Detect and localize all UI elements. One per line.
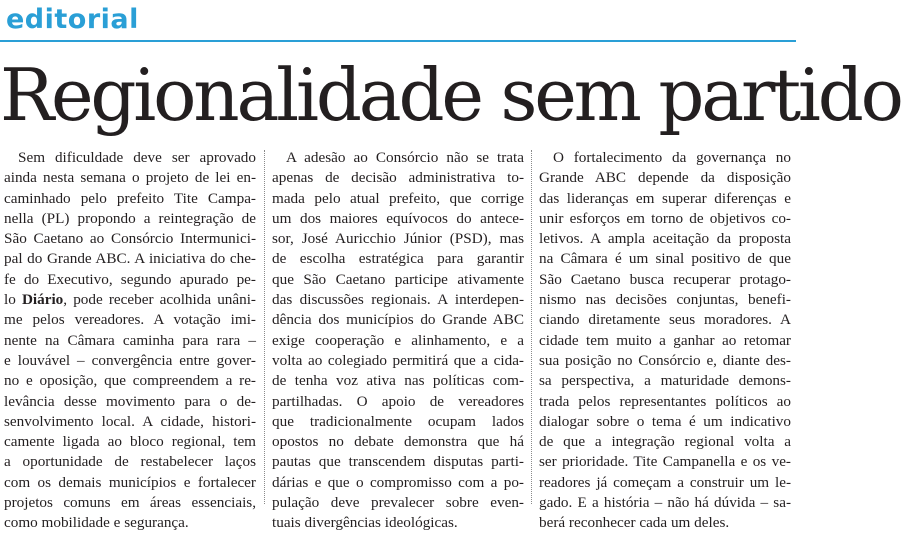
text-line: berá reconhecer cada um deles. bbox=[539, 514, 730, 532]
text-line: senvolvimento local. A cidade, histori- bbox=[4, 412, 256, 430]
text-line: Sem dificuldade deve ser aprovado bbox=[18, 149, 256, 166]
text-line: caminhado pelo prefeito Tite Campa- bbox=[4, 189, 256, 207]
text-line: pal do Grande ABC. A iniciativa do che- bbox=[4, 250, 256, 268]
text-line: partilhadas. O apoio de vereadores bbox=[272, 392, 524, 410]
text-line: pulação deve prevalecer sobre even- bbox=[272, 494, 524, 512]
text-line: readores já começam a construir um le- bbox=[539, 473, 791, 491]
text-line: camente ligada ao bloco regional, tem bbox=[4, 433, 256, 451]
column-3-paragraph bbox=[539, 148, 791, 534]
text-line: fe do Executivo, segundo apurado pe- bbox=[4, 270, 256, 288]
text-line: um dos maiores equívocos do antece- bbox=[272, 209, 524, 227]
text-line: de que a integração regional volta a bbox=[539, 433, 791, 451]
text-line: dência dos municípios do Grande ABC bbox=[272, 311, 524, 329]
text-line: e louvável – convergência entre gover- bbox=[4, 351, 256, 369]
text-line: nella (PL) propondo a reintegração de bbox=[4, 209, 256, 227]
text-line: na Câmara é um sinal positivo de que bbox=[539, 250, 791, 268]
text-line: apenas de decisão administrativa to- bbox=[272, 169, 524, 187]
text-line: ciando diretamente seus moradores. A bbox=[539, 311, 791, 329]
text-line: opostos no debate demonstra que há bbox=[272, 433, 524, 451]
column-divider bbox=[531, 150, 533, 504]
text-line: levância desse movimento para o de- bbox=[4, 392, 256, 410]
text-line: São Caetano ao Consórcio Intermunici- bbox=[4, 230, 256, 248]
article-column-2 bbox=[272, 148, 524, 534]
text-line: gado. E a história – não há dúvida – sa- bbox=[539, 494, 791, 512]
section-label: editorial bbox=[6, 4, 139, 35]
text-line: dárias e que o compromisso com a po- bbox=[272, 473, 524, 491]
text-line: ainda nesta semana o projeto de lei en- bbox=[4, 169, 256, 187]
column-1-paragraph bbox=[4, 148, 256, 534]
text-line: nismo nas decisões conjuntas, benefi- bbox=[539, 291, 791, 309]
newspaper-name: Diário bbox=[21, 291, 64, 309]
text-line: sor, José Auricchio Júnior (PSD), mas bbox=[272, 230, 524, 248]
text-line: no e oposição, que compreendem a re- bbox=[4, 372, 256, 390]
text-line: letivos. A ampla aceitação da proposta bbox=[539, 230, 791, 248]
text-line: sua posição no Consórcio e, diante des- bbox=[539, 351, 791, 369]
text-line: de escolha estratégica para garantir bbox=[272, 250, 524, 268]
text-line: das discussões regionais. A interdepen- bbox=[272, 291, 524, 309]
text-line: tuais divergências ideológicas. bbox=[272, 514, 458, 532]
text-line: a oportunidade de restabelecer laços bbox=[4, 453, 256, 471]
text-line: A adesão ao Consórcio não se trata bbox=[286, 149, 524, 166]
article-column-3 bbox=[539, 148, 791, 534]
text-line: mada pelo atual prefeito, que corrige bbox=[272, 189, 524, 207]
text-line: unir esforços em torno de objetivos co- bbox=[539, 209, 791, 227]
text-line: exige cooperação e alinhamento, e a bbox=[272, 331, 524, 349]
text-line: projetos comuns em áreas essenciais, bbox=[4, 494, 256, 512]
text-line: nente na Câmara caminha para rara – bbox=[4, 331, 256, 349]
text-line: São Caetano busca recuperar protago- bbox=[539, 270, 791, 288]
text-line: ser prioridade. Tite Campanella e os ve- bbox=[539, 453, 791, 471]
text-line-bold-name: lo Diário, pode receber acolhida unâni- bbox=[4, 291, 256, 309]
article-column-1 bbox=[4, 148, 256, 534]
text-line: dialogar sobre o tema é um indicativo bbox=[539, 412, 791, 430]
text-line: com os demais municípios e fortalecer bbox=[4, 473, 256, 491]
headline: Regionalidade sem partido bbox=[0, 53, 901, 137]
text-line: como mobilidade e segurança. bbox=[4, 514, 189, 532]
text-line: me pelos vereadores. A votação imi- bbox=[4, 311, 256, 329]
text-line: cidade tem muito a ganhar ao retomar bbox=[539, 331, 791, 349]
text-line: O fortalecimento da governança no bbox=[553, 149, 791, 166]
text-line: pautas que transcendem disputas parti- bbox=[272, 453, 524, 471]
column-divider bbox=[264, 150, 266, 504]
text-line: sa perspectiva, a maturidade demons- bbox=[539, 372, 791, 390]
text-line: volta ao colegiado permitirá que a cida- bbox=[272, 351, 524, 369]
text-line: de tenha voz ativa nas políticas com- bbox=[272, 372, 524, 390]
text-line: que São Caetano participe ativamente bbox=[272, 270, 524, 288]
text-line: das lideranças em superar diferenças e bbox=[539, 189, 791, 207]
column-2-paragraph bbox=[272, 148, 524, 534]
text-line: trada pelos representantes políticos ao bbox=[539, 392, 791, 410]
text-line: que tradicionalmente ocupam lados bbox=[272, 412, 524, 430]
section-divider bbox=[0, 40, 796, 42]
text-line: Grande ABC depende da disposição bbox=[539, 169, 791, 187]
